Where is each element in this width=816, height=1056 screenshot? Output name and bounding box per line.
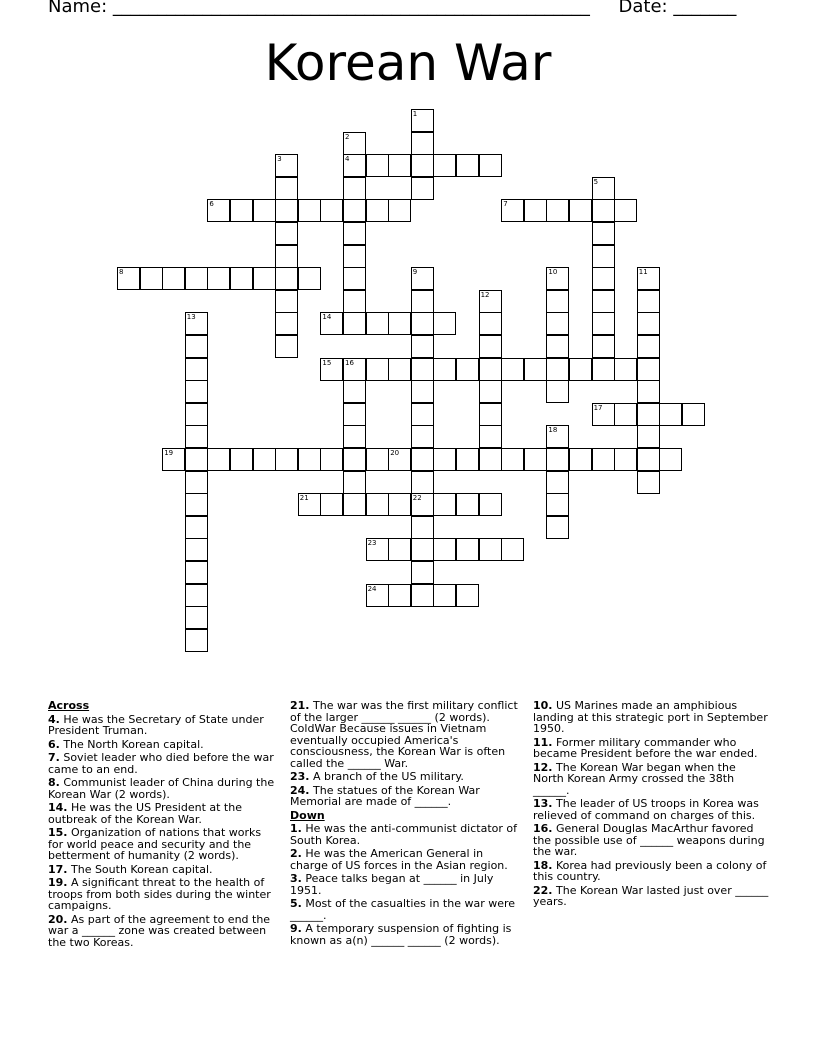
- clue: [48, 777, 278, 800]
- grid-cell[interactable]: [433, 538, 456, 561]
- grid-cell[interactable]: [185, 538, 208, 561]
- grid-cell[interactable]: [366, 448, 389, 471]
- clue-text: A significant threat to the health of troops from both sides during the winter campaigns.: [48, 876, 271, 912]
- clue: [48, 877, 278, 912]
- clue-number: 13.: [533, 797, 553, 810]
- grid-cell[interactable]: [320, 312, 343, 335]
- grid-cell[interactable]: [637, 312, 660, 335]
- clue-number: 9.: [290, 922, 302, 935]
- clue: [533, 823, 769, 858]
- grid-cell[interactable]: [207, 267, 230, 290]
- clue-text: US Marines made an amphibious landing at this strategic port in September 1950.: [533, 699, 768, 735]
- grid-cell[interactable]: [456, 493, 479, 516]
- grid-cell[interactable]: [524, 358, 547, 381]
- grid-cell[interactable]: [343, 132, 366, 155]
- grid-cell[interactable]: [501, 448, 524, 471]
- clue-number: 16: [345, 358, 354, 367]
- grid-cell[interactable]: [230, 199, 253, 222]
- grid-cell[interactable]: [162, 267, 185, 290]
- clue-number: 21.: [290, 699, 310, 712]
- grid-cell[interactable]: [388, 538, 411, 561]
- name-blank[interactable]: _____________________________________________________: [112, 0, 590, 17]
- clue: [533, 860, 769, 883]
- grid-cell[interactable]: [366, 312, 389, 335]
- grid-cell[interactable]: [298, 448, 321, 471]
- grid-cell[interactable]: [569, 448, 592, 471]
- clue-text: Communist leader of China during the Korean War (2 words).: [48, 776, 275, 801]
- grid-cell[interactable]: [343, 448, 366, 471]
- grid-cell[interactable]: [479, 335, 502, 358]
- clue: [533, 700, 769, 735]
- grid-cell[interactable]: [411, 516, 434, 539]
- clue-text: He was the US President at the outbreak of the Korean War.: [48, 801, 242, 826]
- clue-number: 18.: [533, 858, 553, 872]
- clue: [48, 914, 278, 949]
- grid-cell[interactable]: [433, 312, 456, 335]
- grid-cell[interactable]: [546, 425, 569, 448]
- grid-cell[interactable]: [185, 358, 208, 381]
- grid-cell[interactable]: [185, 629, 208, 652]
- grid-cell[interactable]: [185, 493, 208, 516]
- grid-cell[interactable]: [253, 448, 276, 471]
- clue-column-3: [533, 700, 769, 910]
- grid-cell[interactable]: [253, 267, 276, 290]
- clue-number: 4.: [48, 712, 60, 726]
- grid-cell[interactable]: [614, 448, 637, 471]
- grid-cell[interactable]: [343, 245, 366, 268]
- grid-cell[interactable]: [366, 493, 389, 516]
- grid-cell[interactable]: [185, 425, 208, 448]
- clue-number: 12.: [533, 760, 553, 774]
- clue: [48, 802, 278, 825]
- clue: [290, 848, 522, 871]
- clue-text: The leader of US troops in Korea was relieved of command on charges of this.: [533, 797, 759, 822]
- grid-cell[interactable]: [411, 177, 434, 200]
- grid-cell[interactable]: [456, 358, 479, 381]
- clue-text: Peace talks began at ______ in July 1951.: [290, 872, 494, 897]
- grid-cell[interactable]: [682, 403, 705, 426]
- clue-number: 18: [548, 426, 558, 435]
- grid-cell[interactable]: [366, 584, 389, 607]
- clue-number: 23.: [290, 770, 310, 783]
- grid-cell[interactable]: [637, 425, 660, 448]
- grid-cell[interactable]: [185, 335, 208, 358]
- clue-number: 4: [345, 155, 350, 164]
- grid-cell[interactable]: [411, 290, 434, 313]
- grid-cell[interactable]: [366, 154, 389, 177]
- date-label: Date:: [618, 0, 668, 17]
- clue-number: 22: [412, 494, 422, 503]
- clue-text: A branch of the US military.: [309, 770, 464, 783]
- grid-cell[interactable]: [592, 222, 615, 245]
- grid-cell[interactable]: [592, 290, 615, 313]
- grid-cell[interactable]: [546, 471, 569, 494]
- grid-cell[interactable]: [411, 358, 434, 381]
- grid-cell[interactable]: [320, 199, 343, 222]
- grid-cell[interactable]: [637, 335, 660, 358]
- grid-cell[interactable]: [320, 448, 343, 471]
- grid-cell[interactable]: [433, 358, 456, 381]
- grid-cell[interactable]: [411, 448, 434, 471]
- grid-cell[interactable]: [659, 448, 682, 471]
- grid-cell[interactable]: [366, 538, 389, 561]
- grid-cell[interactable]: [546, 493, 569, 516]
- clue-number: 22.: [533, 883, 553, 897]
- grid-cell[interactable]: [388, 154, 411, 177]
- clue-number: 17.: [48, 862, 68, 876]
- clue: [48, 714, 278, 737]
- grid-cell[interactable]: [614, 199, 637, 222]
- clue: [533, 762, 769, 797]
- grid-cell[interactable]: [275, 199, 298, 222]
- grid-cell[interactable]: [637, 290, 660, 313]
- clue-number: 8.: [48, 776, 60, 789]
- grid-cell[interactable]: [343, 358, 366, 381]
- clue-number: 5: [593, 177, 599, 186]
- clue-number: 16.: [533, 822, 553, 835]
- clue: [533, 885, 769, 908]
- grid-cell[interactable]: [275, 312, 298, 335]
- clue-number: 17: [593, 403, 603, 412]
- grid-cell[interactable]: [433, 493, 456, 516]
- grid-cell[interactable]: [320, 493, 343, 516]
- grid-cell[interactable]: [479, 425, 502, 448]
- clue: [533, 798, 769, 821]
- grid-cell[interactable]: [546, 290, 569, 313]
- grid-cell[interactable]: [592, 267, 615, 290]
- grid-cell[interactable]: [185, 516, 208, 539]
- clue-number: 9: [412, 268, 418, 277]
- clue-column-2: [290, 700, 522, 948]
- grid-cell[interactable]: [388, 199, 411, 222]
- grid-cell[interactable]: [411, 154, 434, 177]
- grid-cell[interactable]: [411, 471, 434, 494]
- grid-cell[interactable]: [162, 448, 185, 471]
- clue-number: 19: [164, 449, 174, 457]
- grid-cell[interactable]: [546, 267, 569, 290]
- grid-cell[interactable]: [298, 493, 321, 516]
- grid-cell[interactable]: [569, 358, 592, 381]
- grid-cell[interactable]: [343, 493, 366, 516]
- grid-cell[interactable]: [479, 154, 502, 177]
- clue-text: The statues of the Korean War Memorial are made of ______.: [290, 783, 480, 808]
- clue-text: He was the anti-communist dictator of South Korea.: [290, 822, 517, 847]
- grid-cell[interactable]: [456, 448, 479, 471]
- clue-column-1: [48, 700, 278, 950]
- date-blank[interactable]: _______: [673, 0, 737, 17]
- clue-number: 13: [186, 313, 196, 322]
- grid-cell[interactable]: [411, 335, 434, 358]
- across-clue-list: [48, 714, 278, 949]
- clue-number: 10: [548, 268, 558, 277]
- clue-number: 2.: [290, 847, 302, 860]
- grid-cell[interactable]: [569, 199, 592, 222]
- down-clue-list-cont: [533, 700, 769, 908]
- clue-text: The North Korean capital.: [59, 737, 204, 751]
- grid-cell[interactable]: [411, 403, 434, 426]
- grid-cell[interactable]: [546, 448, 569, 471]
- grid-cell[interactable]: [433, 448, 456, 471]
- clue-text: The South Korean capital.: [67, 862, 213, 876]
- clue-number: 7.: [48, 751, 60, 764]
- clue-text: General Douglas MacArthur favored the possible use of ______ weapons during the war.: [533, 822, 765, 858]
- grid-cell[interactable]: [343, 471, 366, 494]
- clue: [48, 739, 278, 751]
- grid-cell[interactable]: [298, 267, 321, 290]
- grid-cell[interactable]: [546, 358, 569, 381]
- clue-number: 3: [277, 155, 282, 164]
- clue-text: The war was the first military conflict of the larger ______ ______ (2 words). ColdWar Because issues in Vietnam eventually occupied America's consciousness, the Korean War is often called the ______ War.: [290, 699, 518, 770]
- down-clue-list: [290, 823, 522, 946]
- clue-number: 20.: [48, 912, 68, 926]
- grid-cell[interactable]: [388, 312, 411, 335]
- grid-cell[interactable]: [637, 267, 660, 290]
- clue-number: 2: [345, 132, 350, 141]
- clue-number: 10.: [533, 699, 553, 712]
- clue-number: 11: [638, 268, 648, 277]
- grid-cell[interactable]: [388, 584, 411, 607]
- grid-cell[interactable]: [275, 290, 298, 313]
- grid-cell[interactable]: [343, 267, 366, 290]
- grid-cell[interactable]: [343, 290, 366, 313]
- clue-number: 21: [299, 494, 309, 503]
- grid-cell[interactable]: [479, 448, 502, 471]
- clue-number: 1.: [290, 822, 302, 835]
- clue: [290, 823, 522, 846]
- grid-cell[interactable]: [411, 267, 434, 290]
- grid-cell[interactable]: [501, 538, 524, 561]
- clue-number: 12: [480, 290, 490, 299]
- grid-cell[interactable]: [275, 154, 298, 177]
- grid-cell[interactable]: [411, 584, 434, 607]
- clue-number: 15: [322, 358, 332, 367]
- grid-cell[interactable]: [253, 199, 276, 222]
- grid-cell[interactable]: [592, 177, 615, 200]
- grid-cell[interactable]: [388, 493, 411, 516]
- grid-cell[interactable]: [501, 358, 524, 381]
- grid-cell[interactable]: [479, 493, 502, 516]
- grid-cell[interactable]: [524, 199, 547, 222]
- grid-cell[interactable]: [501, 199, 524, 222]
- clue: [533, 737, 769, 760]
- grid-cell[interactable]: [343, 425, 366, 448]
- grid-cell[interactable]: [433, 154, 456, 177]
- grid-cell[interactable]: [524, 448, 547, 471]
- grid-cell[interactable]: [275, 222, 298, 245]
- clue-text: Soviet leader who died before the war came to an end.: [48, 751, 274, 776]
- grid-cell[interactable]: [637, 448, 660, 471]
- grid-cell[interactable]: [185, 403, 208, 426]
- grid-cell[interactable]: [185, 312, 208, 335]
- grid-cell[interactable]: [411, 312, 434, 335]
- grid-cell[interactable]: [592, 312, 615, 335]
- grid-cell[interactable]: [275, 335, 298, 358]
- grid-cell[interactable]: [185, 267, 208, 290]
- clue-number: 3.: [290, 872, 302, 885]
- name-label: Name:: [48, 0, 108, 17]
- clue-number: 24.: [290, 783, 310, 797]
- grid-cell[interactable]: [479, 358, 502, 381]
- grid-cell[interactable]: [637, 380, 660, 403]
- grid-cell[interactable]: [207, 199, 230, 222]
- clue-number: 1: [412, 110, 418, 118]
- grid-cell[interactable]: [614, 403, 637, 426]
- clue-text: The Korean War began when the North Korean Army crossed the 38th ______.: [533, 760, 736, 797]
- grid-cell[interactable]: [546, 335, 569, 358]
- clue: [290, 771, 522, 783]
- clue-text: As part of the agreement to end the war a ______ zone was created between the two Koreas.: [48, 912, 271, 949]
- clue-number: 14: [322, 313, 332, 322]
- clue: [290, 700, 522, 769]
- grid-cell[interactable]: [343, 222, 366, 245]
- clue-text: The Korean War lasted just over ______ years.: [533, 883, 769, 908]
- grid-cell[interactable]: [185, 448, 208, 471]
- grid-cell[interactable]: [343, 312, 366, 335]
- clue: [48, 864, 278, 876]
- clue-number: 8: [119, 268, 124, 277]
- grid-cell[interactable]: [592, 358, 615, 381]
- clue-number: 5.: [290, 897, 302, 910]
- grid-cell[interactable]: [388, 358, 411, 381]
- grid-cell[interactable]: [637, 358, 660, 381]
- grid-cell[interactable]: [140, 267, 163, 290]
- grid-cell[interactable]: [546, 380, 569, 403]
- grid-cell[interactable]: [411, 132, 434, 155]
- grid-cell[interactable]: [411, 493, 434, 516]
- grid-cell[interactable]: [592, 335, 615, 358]
- grid-cell[interactable]: [456, 584, 479, 607]
- grid-cell[interactable]: [320, 358, 343, 381]
- grid-cell[interactable]: [275, 177, 298, 200]
- grid-cell[interactable]: [411, 380, 434, 403]
- grid-cell[interactable]: [275, 448, 298, 471]
- clue-text: Korea had previously been a colony of this country.: [533, 858, 767, 883]
- clue: [48, 827, 278, 862]
- grid-cell[interactable]: [185, 380, 208, 403]
- grid-cell[interactable]: [343, 177, 366, 200]
- grid-cell[interactable]: [592, 245, 615, 268]
- grid-cell[interactable]: [275, 267, 298, 290]
- clue-text: Most of the casualties in the war were ______.: [290, 897, 516, 922]
- grid-cell[interactable]: [343, 199, 366, 222]
- grid-cell[interactable]: [366, 199, 389, 222]
- grid-cell[interactable]: [411, 109, 434, 132]
- clue-number: 23: [367, 539, 377, 548]
- clue-number: 14.: [48, 801, 68, 814]
- grid-cell[interactable]: [411, 561, 434, 584]
- grid-cell[interactable]: [275, 245, 298, 268]
- clue-text: A temporary suspension of fighting is known as a(n) ______ ______ (2 words).: [290, 922, 512, 947]
- grid-cell[interactable]: [185, 561, 208, 584]
- page-title: Korean War: [264, 34, 552, 92]
- grid-cell[interactable]: [614, 358, 637, 381]
- grid-cell[interactable]: [479, 380, 502, 403]
- down-heading: Down: [290, 808, 325, 822]
- grid-cell[interactable]: [637, 403, 660, 426]
- clue: [290, 923, 522, 946]
- clue-number: 6.: [48, 737, 60, 751]
- grid-cell[interactable]: [456, 538, 479, 561]
- grid-cell[interactable]: [592, 403, 615, 426]
- grid-cell[interactable]: [366, 358, 389, 381]
- grid-cell[interactable]: [411, 538, 434, 561]
- grid-cell[interactable]: [185, 606, 208, 629]
- clue-number: 11.: [533, 735, 553, 749]
- grid-cell[interactable]: [388, 448, 411, 471]
- clue-text: He was the Secretary of State under President Truman.: [48, 712, 264, 737]
- clue-text: Former military commander who became President before the war ended.: [533, 735, 758, 760]
- grid-cell[interactable]: [343, 403, 366, 426]
- clue-number: 7: [503, 200, 508, 209]
- grid-cell[interactable]: [456, 154, 479, 177]
- grid-cell[interactable]: [230, 448, 253, 471]
- clue-text: Organization of nations that works for world peace and security and the betterment of humanity (2 words).: [48, 826, 262, 862]
- grid-cell[interactable]: [230, 267, 253, 290]
- grid-cell[interactable]: [298, 199, 321, 222]
- grid-cell[interactable]: [411, 425, 434, 448]
- clue-number: 6: [209, 200, 214, 209]
- grid-cell[interactable]: [117, 267, 140, 290]
- grid-cell[interactable]: [433, 584, 456, 607]
- clue-text: He was the American General in charge of US forces in the Asian region.: [290, 847, 508, 872]
- grid-cell[interactable]: [546, 516, 569, 539]
- grid-cell[interactable]: [592, 448, 615, 471]
- grid-cell[interactable]: [479, 290, 502, 313]
- grid-cell[interactable]: [637, 471, 660, 494]
- grid-cell[interactable]: [479, 403, 502, 426]
- grid-cell[interactable]: [479, 312, 502, 335]
- grid-cell[interactable]: [659, 403, 682, 426]
- grid-cell[interactable]: [343, 154, 366, 177]
- clue: [290, 898, 522, 921]
- clue: [290, 785, 522, 808]
- grid-cell[interactable]: [546, 312, 569, 335]
- clue: [48, 752, 278, 775]
- clue: [290, 873, 522, 896]
- grid-cell[interactable]: [479, 538, 502, 561]
- grid-cell[interactable]: [343, 380, 366, 403]
- grid-cell[interactable]: [207, 448, 230, 471]
- grid-cell[interactable]: [546, 199, 569, 222]
- across-heading: Across: [48, 699, 90, 712]
- grid-cell[interactable]: [592, 199, 615, 222]
- grid-cell[interactable]: [185, 584, 208, 607]
- across-clue-list-cont: [290, 700, 522, 808]
- clue-number: 19.: [48, 876, 68, 889]
- clue-number: 24: [367, 584, 377, 593]
- clue-number: 15.: [48, 826, 68, 839]
- clue-number: 20: [390, 449, 400, 457]
- grid-cell[interactable]: [185, 471, 208, 494]
